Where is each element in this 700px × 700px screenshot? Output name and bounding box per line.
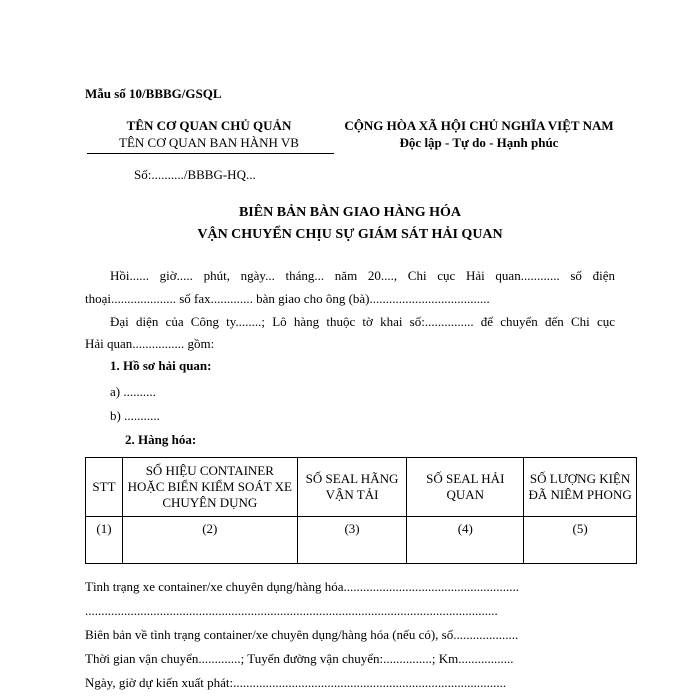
cell-num-1: (1): [86, 517, 123, 564]
report-number-line: Biên bản về tình trạng container/xe chuyên dụng/hàng hóa (nếu có), số....................: [85, 627, 519, 642]
title-line-2: VẬN CHUYỂN CHỊU SỰ GIÁM SÁT HẢI QUAN: [197, 227, 503, 242]
dotted-continuation-line: ...............................................................................................................................: [85, 603, 498, 618]
paragraph-2-line-2: Hải quan................ gồm:: [85, 336, 215, 351]
cell-num-2: (2): [122, 517, 297, 564]
section-2-heading: 2. Hàng hóa:: [125, 432, 197, 447]
cell-num-4: (4): [407, 517, 524, 564]
paragraph-2-line-1: Đại diện của Công ty........; Lô hàng thuộc tờ khai số:............... để chuyển đến Chi cục: [110, 314, 615, 329]
table-row: [86, 517, 637, 564]
form-code: Mẫu số 10/BBBG/GSQL: [85, 86, 222, 101]
section-1-item-b: b) ...........: [110, 408, 160, 423]
header-stt: STT: [86, 458, 123, 517]
goods-table: [85, 457, 637, 564]
paragraph-1-line-1: Hồi...... giờ..... phút, ngày... tháng... năm 20...., Chi cục Hải quan............ số điện: [110, 268, 615, 283]
table-header-row: [86, 458, 637, 517]
section-1-heading: 1. Hồ sơ hải quan:: [110, 358, 212, 373]
agency-parent: TÊN CƠ QUAN CHỦ QUẢN: [126, 118, 292, 133]
section-1-item-a: a) ..........: [110, 384, 156, 399]
departure-time-line: Ngày, giờ dự kiến xuất phát:....................................................................................: [85, 675, 507, 690]
national-motto: Độc lập - Tự do - Hạnh phúc: [399, 135, 559, 150]
header-carrier-seal: SỐ SEAL HÃNG VẬN TẢI: [297, 458, 407, 517]
doc-number: Số:........../BBBG-HQ...: [134, 167, 256, 182]
agency-issuing: TÊN CƠ QUAN BAN HÀNH VB: [119, 135, 299, 150]
national-title: CỘNG HÒA XÃ HỘI CHỦ NGHĨA VIỆT NAM: [344, 118, 614, 133]
title-line-1: BIÊN BẢN BÀN GIAO HÀNG HÓA: [238, 205, 462, 220]
paragraph-1-line-2: thoại.................... số fax............. bàn giao cho ông (bà).....................................: [85, 291, 490, 306]
transport-route-line: Thời gian vận chuyển.............; Tuyến đường vận chuyển:...............; Km.................: [85, 651, 514, 666]
header-customs-seal: SỐ SEAL HẢI QUAN: [407, 458, 524, 517]
agency-underline: [87, 153, 334, 154]
header-sealed-packages: SỐ LƯỢNG KIỆN ĐÃ NIÊM PHONG: [524, 458, 637, 517]
cell-num-5: (5): [524, 517, 637, 564]
cell-num-3: (3): [297, 517, 407, 564]
vehicle-status-line: Tình trạng xe container/xe chuyên dụng/hàng hóa......................................................: [85, 579, 519, 594]
header-container-number: SỐ HIỆU CONTAINER HOẶC BIỂN KIỂM SOÁT XE CHUYÊN DỤNG: [122, 458, 297, 517]
